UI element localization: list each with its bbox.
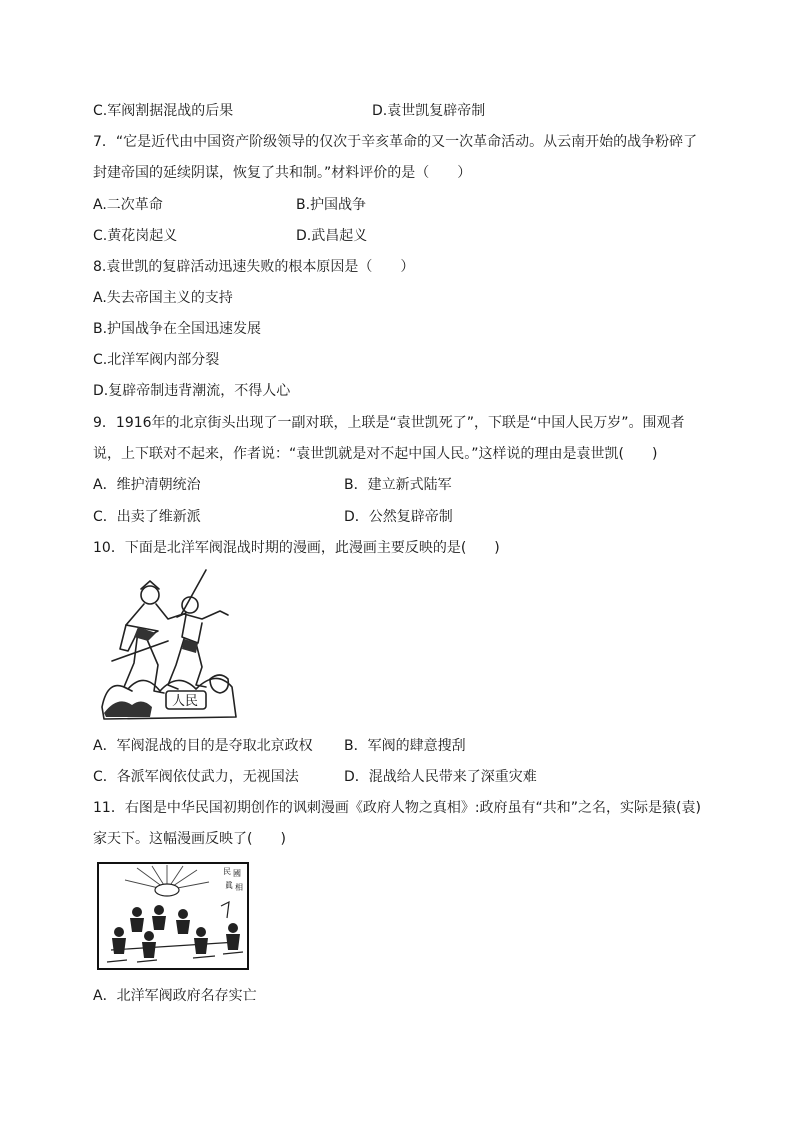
q10-option-c: C．各派军阀依仗武力，无视国法 <box>93 769 299 785</box>
q7-option-c: C.黄花岗起义 <box>93 228 178 244</box>
q10-option-d: D．混战给人民带来了深重灾难 <box>344 769 537 785</box>
q8-option-a: A.失去帝国主义的支持 <box>93 290 233 306</box>
q10-option-b: B．军阀的肆意搜刮 <box>344 738 466 754</box>
svg-text:相: 相 <box>235 883 243 892</box>
q8-option-b: B.护国战争在全国迅速发展 <box>93 321 262 337</box>
q8-option-d: D.复辟帝制违背潮流，不得人心 <box>93 383 291 399</box>
q9-stem-line1: 9．1916年的北京街头出现了一副对联，上联是“袁世凯死了”，下联是“中国人民万岁”。围观者 <box>93 415 685 431</box>
figure-label-people: 人民 <box>172 694 199 709</box>
q8-stem: 8.袁世凯的复辟活动迅速失败的根本原因是（ ） <box>93 259 415 275</box>
q9-option-d: D．公然复辟帝制 <box>344 509 453 525</box>
q7-stem-line2: 封建帝国的延续阴谋，恢复了共和制。”材料评价的是（ ） <box>93 165 472 181</box>
q7-option-d: D.武昌起义 <box>296 228 368 244</box>
government-cartoon-figure <box>97 862 249 970</box>
q10-stem: 10．下面是北洋军阀混战时期的漫画，此漫画主要反映的是( ) <box>93 540 500 556</box>
q9-option-a: A．维护清朝统治 <box>93 477 201 493</box>
q9-option-b: B．建立新式陆军 <box>344 477 452 493</box>
q9-option-c: C．出卖了维新派 <box>93 509 201 525</box>
warlord-cartoon-figure <box>98 567 240 723</box>
svg-text:民: 民 <box>223 867 231 876</box>
q9-stem-line2: 说，上下联对不起来，作者说：“袁世凯就是对不起中国人民。”这样说的理由是袁世凯( ) <box>93 446 658 462</box>
q11-option-a: A．北洋军阀政府名存实亡 <box>93 988 257 1004</box>
q6-option-d: D.袁世凯复辟帝制 <box>372 103 486 119</box>
svg-text:國: 國 <box>233 869 241 878</box>
q8-option-c: C.北洋军阀内部分裂 <box>93 352 220 368</box>
q11-stem-line1: 11．右图是中华民国初期创作的讽刺漫画《政府人物之真相》:政府虽有“共和”之名，实际是猿(袁) <box>93 800 701 816</box>
svg-text:眞: 眞 <box>225 881 233 890</box>
q11-stem-line2: 家天下。这幅漫画反映了( ) <box>93 831 286 847</box>
q7-option-b: B.护国战争 <box>296 197 367 213</box>
q6-option-c: C.军阀割据混战的后果 <box>93 103 234 119</box>
q10-option-a: A．军阀混战的目的是夺取北京政权 <box>93 738 313 754</box>
q7-stem-line1: 7．“它是近代由中国资产阶级领导的仅次于辛亥革命的又一次革命活动。从云南开始的战争粉碎了 <box>93 134 698 150</box>
q7-option-a: A.二次革命 <box>93 197 163 213</box>
